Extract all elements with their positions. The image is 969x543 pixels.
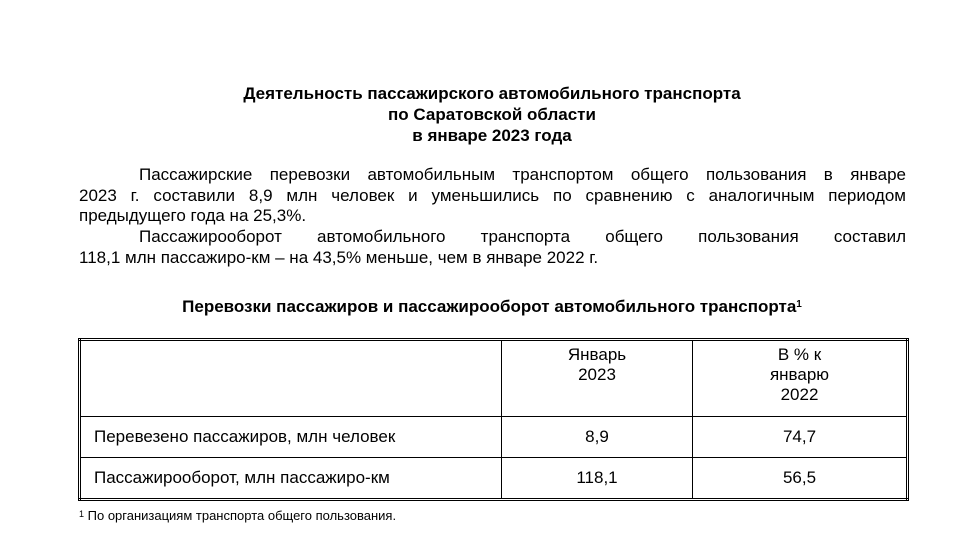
title-line-2: по Саратовской области	[388, 105, 596, 124]
title-line-3: в январе 2023 года	[412, 126, 572, 145]
row-value-passengers-jan2023: 8,9	[502, 417, 693, 458]
paragraph-1-line-3: предыдущего года на 25,3%.	[79, 206, 307, 225]
statistics-table	[78, 338, 909, 501]
footnote-mark: 1	[79, 509, 85, 519]
footnote	[79, 507, 396, 525]
header-empty-cell	[80, 340, 502, 417]
paragraph-1-line-2: 2023 г. составили 8,9 млн человек и уменьшились по сравнению с аналогичным периодом	[79, 185, 906, 205]
header-january-2023	[502, 340, 693, 417]
table-title-text: Перевозки пассажиров и пассажирооборот автомобильного транспорта	[182, 297, 797, 316]
title-line-1: Деятельность пассажирского автомобильного транспорта	[243, 84, 741, 103]
paragraph-2-line-1: Пассажирооборот автомобильного транспорта общего пользования составил	[139, 227, 906, 246]
header-percent-line-2: январю	[769, 365, 830, 384]
paragraph-1-line-1: Пассажирские перевозки автомобильным транспортом общего пользования в январе	[139, 165, 906, 184]
header-january-2023-line-1: Январь	[567, 345, 627, 364]
row-label-passenger-turnover: Пассажирооборот, млн пассажиро-км	[80, 458, 502, 500]
header-percent-line-3: 2022	[780, 385, 819, 404]
row-value-turnover-percent: 56,5	[693, 458, 908, 500]
table-header-row	[80, 340, 908, 417]
table-title	[0, 296, 969, 318]
paragraph-passenger-transport	[79, 165, 906, 227]
page-title	[0, 83, 969, 146]
row-value-turnover-jan2023: 118,1	[502, 458, 693, 500]
row-label-passengers: Перевезено пассажиров, млн человек	[80, 417, 502, 458]
header-percent-of-january-2022	[693, 340, 908, 417]
table-title-footnote-mark: 1	[796, 299, 802, 310]
footnote-text: По организациям транспорта общего пользования.	[84, 508, 397, 523]
paragraph-2-line-2: 118,1 млн пассажиро-км – на 43,5% меньше, чем в январе 2022 г.	[79, 247, 599, 267]
paragraph-passenger-turnover	[79, 227, 906, 268]
header-percent-line-1: В % к	[777, 345, 822, 364]
header-january-2023-line-2: 2023	[578, 365, 616, 384]
table-row	[80, 458, 908, 500]
table-row	[80, 417, 908, 458]
row-value-passengers-percent: 74,7	[693, 417, 908, 458]
